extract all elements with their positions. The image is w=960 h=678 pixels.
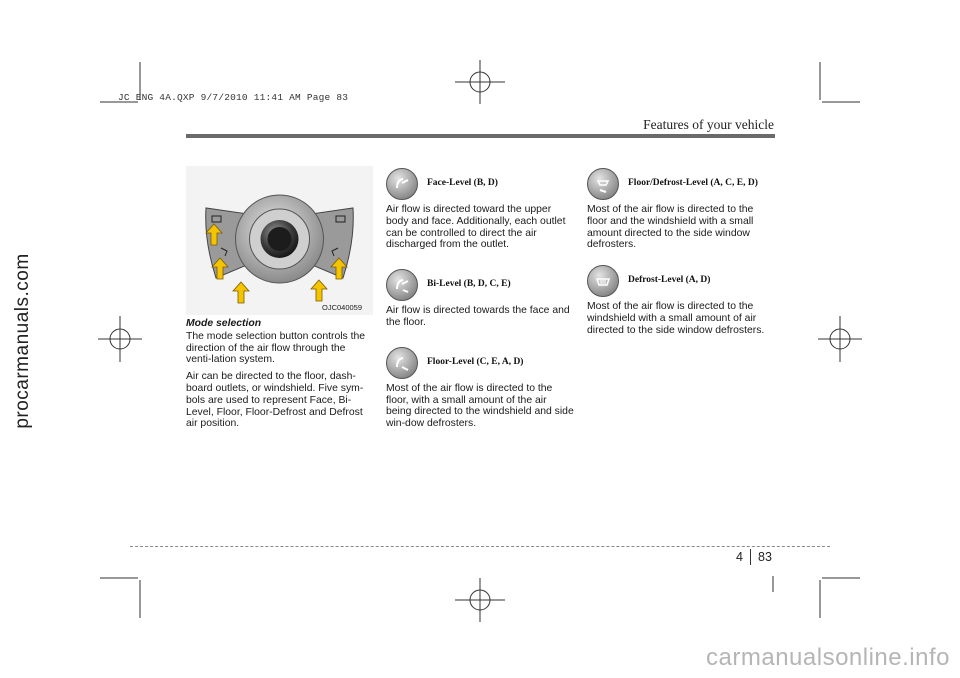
face-level-icon xyxy=(386,168,418,200)
mode-block xyxy=(386,347,574,430)
defrost-level-icon xyxy=(587,265,619,297)
mode-label: Defrost-Level (A, D) xyxy=(628,275,711,286)
arrow-indicators xyxy=(186,166,373,315)
mode-description: Most of the air flow is directed to the floor and the windshield with a small amount directed to the side window defrosters. xyxy=(587,204,754,251)
mode-label: Bi-Level (B, D, C, E) xyxy=(427,279,511,290)
bottom-watermark: carmanualsonline.info xyxy=(706,644,950,671)
mode-block xyxy=(386,269,574,329)
mode-block xyxy=(587,265,775,336)
footer-rule xyxy=(130,546,830,547)
mode-label: Face-Level (B, D) xyxy=(427,178,498,189)
mode-label: Floor-Level (C, E, A, D) xyxy=(427,356,524,367)
side-watermark: procarmanuals.com xyxy=(12,253,33,429)
print-slug: JC ENG 4A.QXP 9/7/2010 11:41 AM Page 83 xyxy=(118,92,349,103)
mode-block xyxy=(587,168,775,251)
floor-level-icon xyxy=(386,347,418,379)
control-panel-figure xyxy=(186,166,373,315)
bi-level-icon xyxy=(386,269,418,301)
header-rule xyxy=(186,134,775,138)
mode-description: Air flow is directed towards the face and the floor. xyxy=(386,305,570,328)
floor-defrost-level-icon xyxy=(587,168,619,200)
intro-paragraph-2: Air can be directed to the floor, dash-board outlets, or windshield. Five sym-bols are used to represent Face, Bi-Level, Floor, Floor-Defrost and Defrost air position. xyxy=(186,371,364,430)
mode-description: Most of the air flow is directed to the floor, with a small amount of the air being directed to the windshield and side win-dow defrosters. xyxy=(386,382,574,430)
section-header-title: Features of your vehicle xyxy=(643,117,774,132)
page-number-separator xyxy=(750,549,751,565)
page-number: 83 xyxy=(758,550,772,564)
intro-paragraph-1: The mode selection button controls the direction of the air flow through the venti-lation system. xyxy=(186,330,366,366)
section-title: Mode selection xyxy=(186,318,262,329)
mode-block xyxy=(386,168,574,251)
chapter-number: 4 xyxy=(736,550,743,564)
intro-column xyxy=(186,318,373,435)
mode-description: Most of the air flow is directed to the windshield with a small amount of air directed to the side window defrosters. xyxy=(587,301,765,336)
figure-code: OJC040059 xyxy=(322,303,363,312)
modes-column-middle xyxy=(386,168,574,435)
mode-description: Air flow is directed toward the upper body and face. Additionally, each outlet can be controlled to direct the air discharged from the outlet. xyxy=(386,204,566,251)
mode-label: Floor/Defrost-Level (A, C, E, D) xyxy=(628,178,758,189)
modes-column-right xyxy=(587,168,775,342)
